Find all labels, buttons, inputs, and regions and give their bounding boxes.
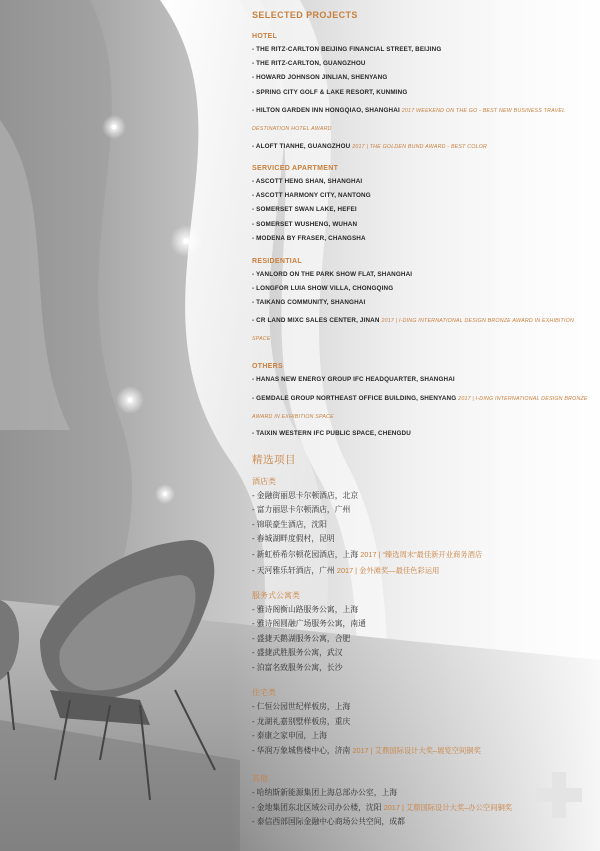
list-item: - THE RITZ-CARLTON, GUANGZHOU — [252, 60, 366, 68]
list-item: - 天河雅乐轩酒店，广州 2017 | 金外滩奖—最佳色彩运用 — [252, 566, 440, 576]
list-item: - 锦联豪生酒店，沈阳 — [252, 519, 327, 529]
list-item: - LONGFOR LUIA SHOW VILLA, CHONGQING — [252, 285, 394, 293]
award-text: 2017 | 金外滩奖—最佳色彩运用 — [336, 566, 440, 576]
category-others: OTHERS — [252, 363, 283, 371]
list-item: - 盛捷武胜服务公寓，武汉 — [252, 648, 343, 658]
list-item: - 雅诗阁衡山路服务公寓，上海 — [252, 604, 359, 614]
list-item: - THE RITZ-CARLTON BEIJING FINANCIAL STREET, BEIJING — [252, 46, 442, 53]
award-text: 2017 | I-DING INTERNATIONAL DESIGN BRONZE AWARD IN EXHIBITION SPACE — [252, 318, 574, 343]
list-item: - 新虹桥希尔顿花园酒店，上海 2017 | “臻选周末”最佳新开业商务酒店 — [252, 550, 483, 560]
award-text: 2017 | 艾鼎国际设计大奖–办公空间铜奖 — [383, 802, 513, 812]
list-item: - 盛捷天鹅湖服务公寓，合肥 — [252, 633, 351, 643]
chinese-title: 精选项目 — [252, 453, 296, 466]
list-item: - 春城湖畔度假村，昆明 — [252, 534, 335, 544]
list-item: - HOWARD JOHNSON JINLIAN, SHENYANG — [252, 74, 388, 82]
list-item: - 龙湖礼嘉别墅样板房，重庆 — [252, 716, 351, 726]
project-list — [252, 8, 592, 831]
award-text: 2017 | THE GOLDEN BUND AWARD - BEST COLOR — [352, 143, 488, 150]
list-item: - 泰信西部国际金融中心商场公共空间，成都 — [252, 817, 405, 827]
list-item: - TAIXIN WESTERN IFC PUBLIC SPACE, CHENGDU — [252, 429, 411, 437]
list-item: - 泰康之家申园，上海 — [252, 731, 327, 741]
list-item: - TAIKANG COMMUNITY, SHANGHAI — [252, 299, 366, 307]
list-item: - SPRING CITY GOLF & LAKE RESORT, KUNMING — [252, 88, 408, 96]
list-item: - SOMERSET SWAN LAKE, HEFEI — [252, 206, 357, 214]
award-text: 2017 | I-DING INTERNATIONAL DESIGN BRONZE AWARD IN EXHIBITION SPACE — [252, 395, 588, 420]
award-text: 2017 | “臻选周末”最佳新开业商务酒店 — [360, 550, 483, 560]
award-text: 2017 WEEKEND ON THE GO - BEST NEW BUSINESS TRAVEL DESTINATION HOTEL AWARD — [252, 107, 566, 132]
list-item: - ALOFT TIANHE, GUANGZHOU 2017 | THE GOLDEN BUND AWARD - BEST COLOR — [252, 142, 488, 150]
category-serviced-apartment: SERVICED APARTMENT — [252, 164, 339, 172]
list-item: - HANAS NEW ENERGY GROUP IFC HEADQUARTER, SHANGHAI — [252, 376, 455, 384]
list-item: - HILTON GARDEN INN HONGQIAO, SHANGHAI 2017 WEEKEND ON THE GO - BEST NEW BUSINESS TRAVEL DESTINATION HOTEL AWARD — [252, 106, 566, 132]
category-others-cn: 其他 — [252, 774, 268, 784]
list-item: - 富力丽思卡尔顿酒店，广州 — [252, 505, 351, 515]
category-serviced-apartment-cn: 服务式公寓类 — [252, 590, 300, 600]
category-hotel-cn: 酒店类 — [252, 476, 276, 486]
category-hotel: HOTEL — [252, 33, 278, 40]
list-item: - MODENA BY FRASER, CHANGSHA — [252, 234, 366, 242]
english-title: SELECTED PROJECTS — [252, 10, 358, 20]
list-item: - 金地集团东北区域公司办公楼，沈阳 2017 | 艾鼎国际设计大奖–办公空间铜奖 — [252, 802, 513, 812]
list-item: - 仁恒公园世纪样板房，上海 — [252, 702, 351, 712]
list-item: - GEMDALE GROUP NORTHEAST OFFICE BUILDING, SHENYANG 2017 | I-DING INTERNATIONAL DESIGN BRONZE AWARD IN EXHIBITION SPACE — [252, 394, 588, 420]
category-residential: RESIDENTIAL — [252, 257, 302, 265]
category-residential-cn: 住宅类 — [252, 688, 276, 698]
list-item: - 泊富名致服务公寓，长沙 — [252, 662, 343, 672]
list-item: - ASCOTT HENG SHAN, SHANGHAI — [252, 177, 363, 185]
award-text: 2017 | 艾鼎国际设计大奖–展览空间铜奖 — [352, 745, 481, 755]
list-item: - SOMERSET WUSHENG, WUHAN — [252, 220, 358, 228]
list-item: - 金融街丽思卡尔顿酒店，北京 — [252, 490, 359, 500]
list-item: - 华润万象城售楼中心，济南 2017 | 艾鼎国际设计大奖–展览空间铜奖 — [252, 745, 481, 755]
list-item: - YANLORD ON THE PARK SHOW FLAT, SHANGHAI — [252, 270, 413, 278]
list-item: - ASCOTT HARMONY CITY, NANTONG — [252, 192, 371, 200]
list-item: - CR LAND MIXC SALES CENTER, JINAN 2017 | I-DING INTERNATIONAL DESIGN BRONZE AWARD IN EXHIBITION SPACE — [252, 317, 574, 343]
list-item: - 哈纳斯新能源集团上海总部办公室，上海 — [252, 788, 398, 798]
list-item: - 雅诗阁圆融广场服务公寓，南通 — [252, 619, 366, 629]
